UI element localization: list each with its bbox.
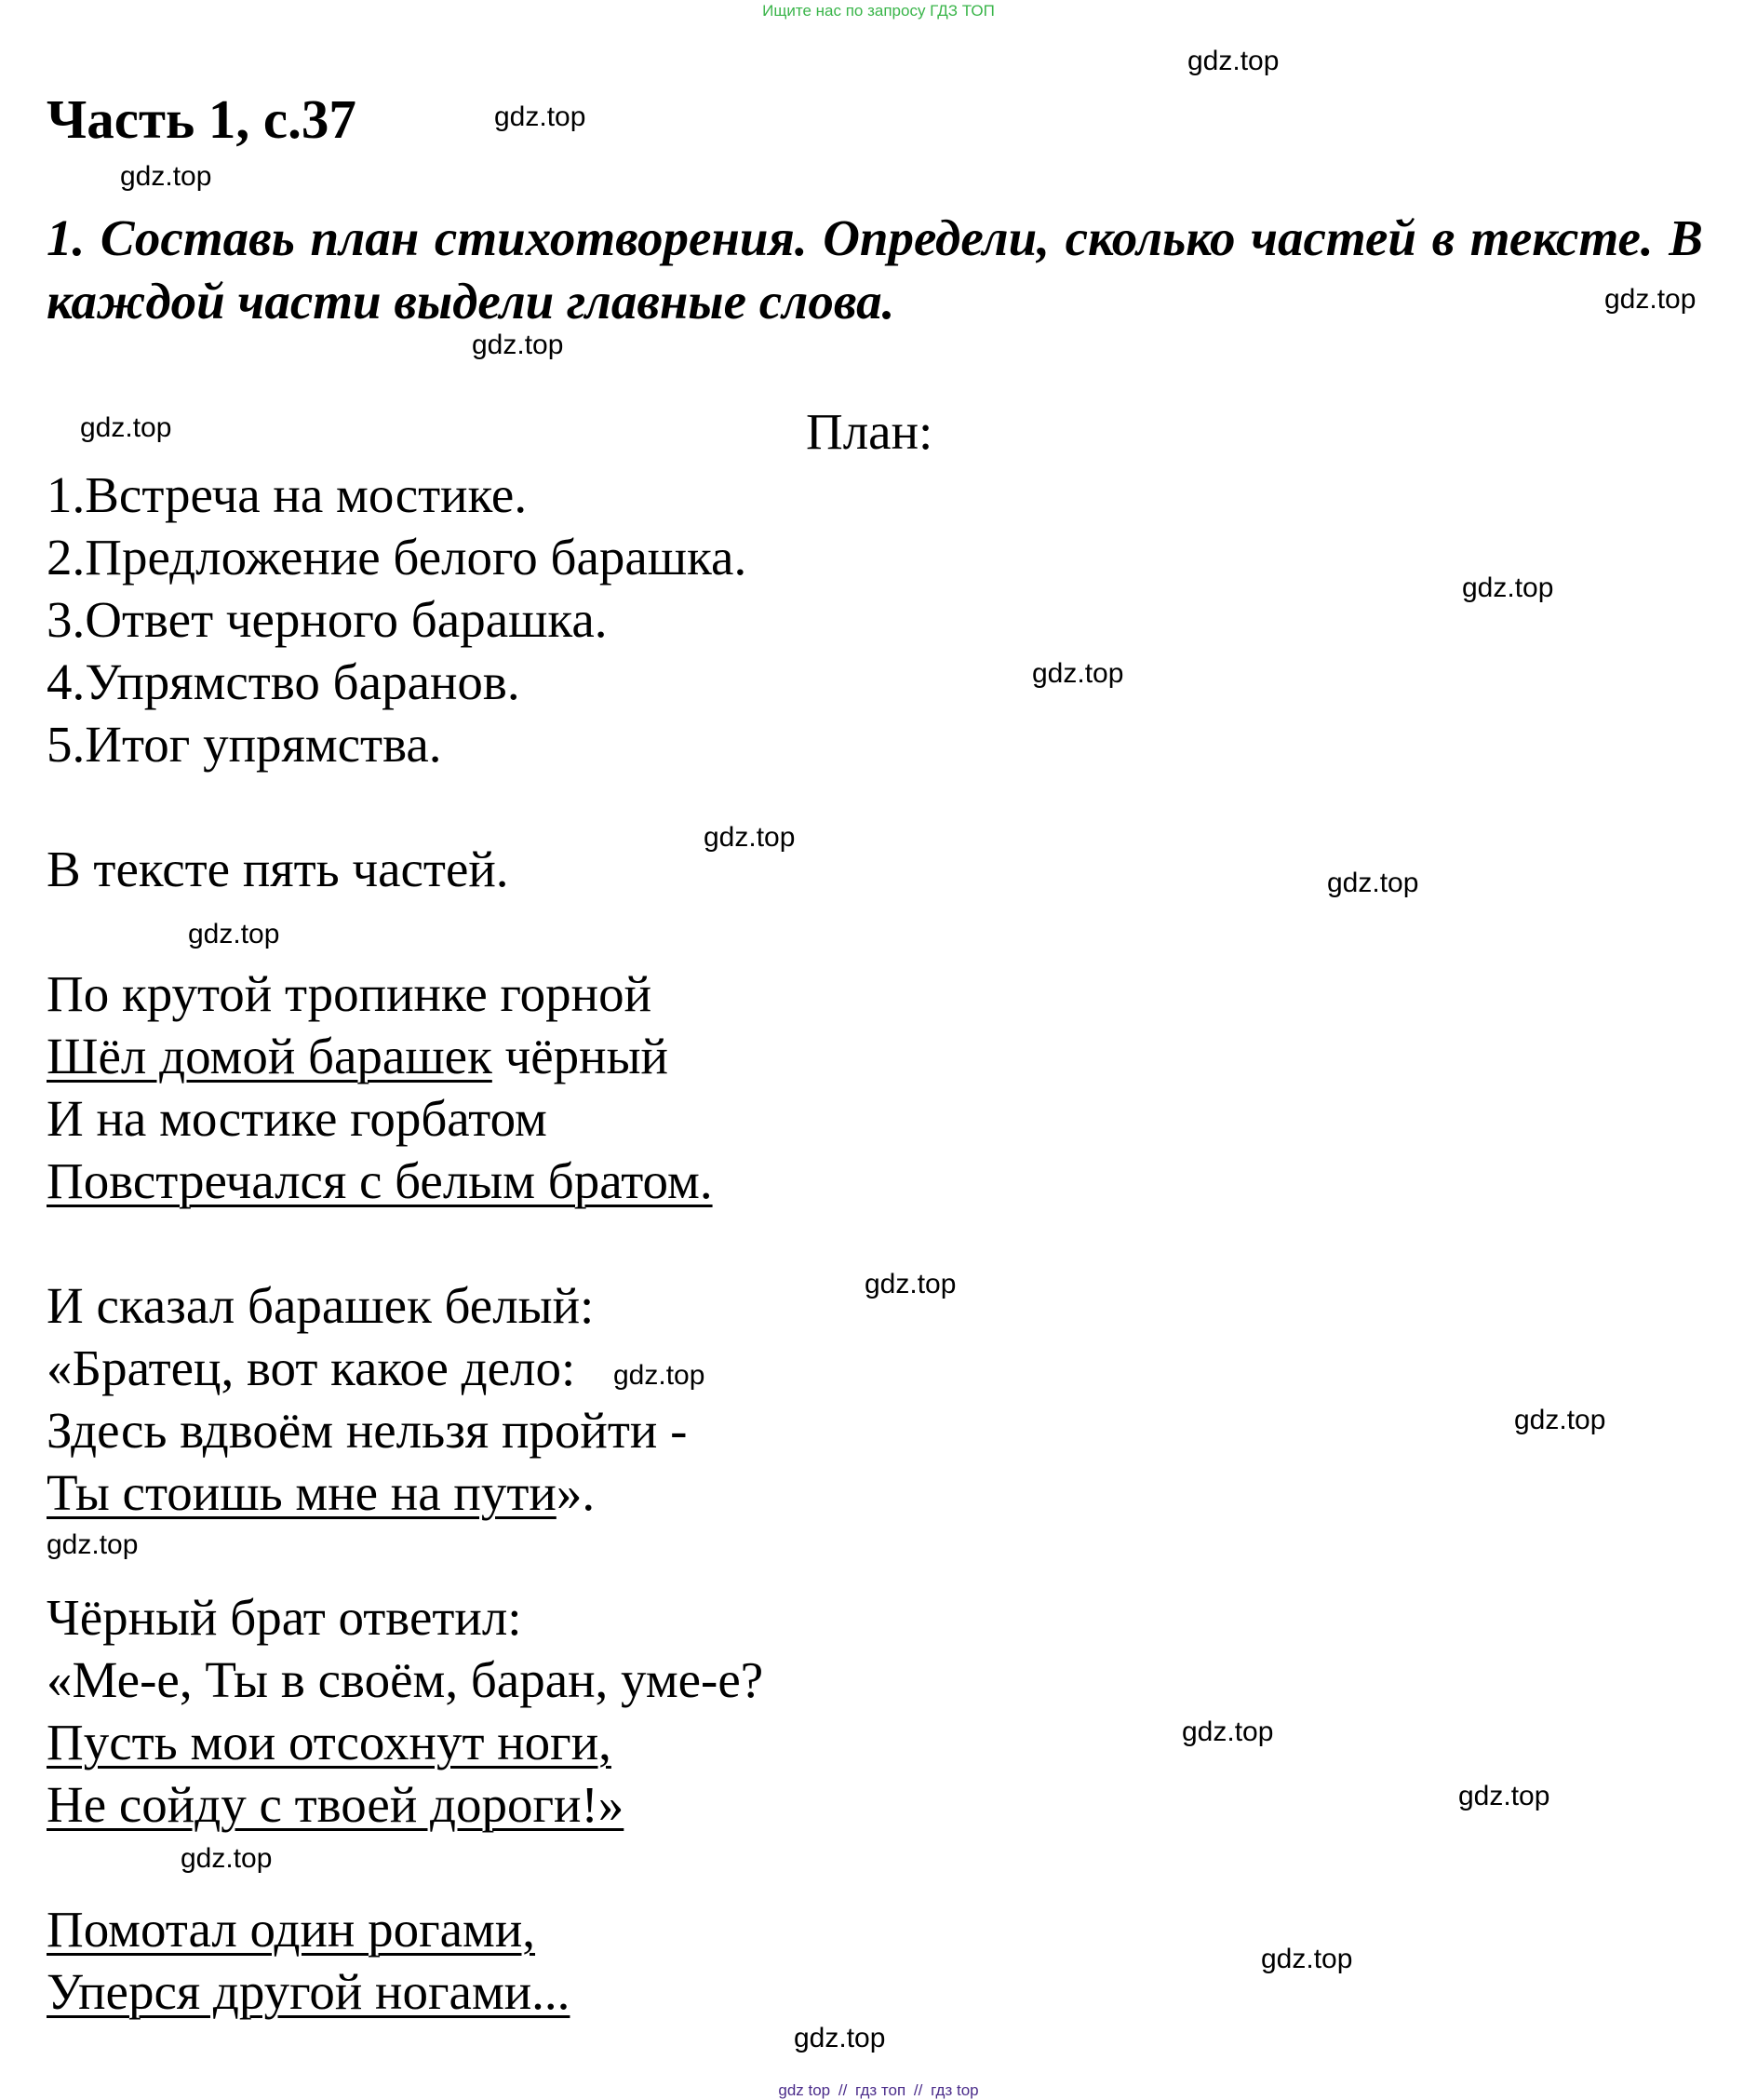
key-words: Ты стоишь мне на пути	[47, 1464, 557, 1521]
page-heading: Часть 1, с.37	[47, 88, 356, 150]
watermark: gdz.top	[1327, 868, 1419, 898]
top-banner[interactable]: Ищите нас по запросу ГДЗ ТОП	[762, 2, 995, 20]
poem-line: И на мостике горбатом	[47, 1090, 547, 1147]
watermark: gdz.top	[794, 2023, 886, 2053]
key-words: Помотал один рогами,	[47, 1901, 536, 1958]
task-text: 1. Составь план стихотворения. Определи, сколько частей в тексте. В каждой части выдели главные слова.	[47, 209, 1703, 330]
plan-item: 3.Ответ черного барашка.	[47, 591, 608, 648]
bottom-separator: //	[913, 2081, 923, 2099]
watermark: gdz.top	[613, 1360, 705, 1391]
bottom-link[interactable]: gdz top	[778, 2081, 831, 2099]
poem-line	[47, 1775, 624, 1834]
poem-line-rest: ».	[556, 1464, 596, 1521]
poem-line: «Ме-е, Ты в своём, баран, уме-е?	[47, 1651, 764, 1708]
watermark: gdz.top	[47, 1529, 139, 1560]
poem-line	[47, 1151, 713, 1210]
poem-line-rest: чёрный	[491, 1028, 668, 1084]
watermark: gdz.top	[1182, 1716, 1274, 1747]
poem-line: По крутой тропинке горной	[47, 965, 652, 1022]
bottom-link[interactable]: гдз топ	[855, 2081, 906, 2099]
watermark: gdz.top	[1261, 1944, 1353, 1974]
watermark: gdz.top	[494, 101, 586, 132]
plan-item: 2.Предложение белого барашка.	[47, 529, 747, 586]
plan-item: 5.Итог упрямства.	[47, 716, 442, 773]
poem-line: Здесь вдвоём нельзя пройти -	[47, 1402, 688, 1459]
watermark: gdz.top	[704, 822, 796, 853]
watermark: gdz.top	[1032, 658, 1124, 689]
key-words: Повстречался с белым братом.	[47, 1152, 713, 1209]
key-words: Не сойду с твоей дороги!»	[47, 1776, 624, 1833]
bottom-link[interactable]: гдз top	[931, 2081, 979, 2099]
watermark: gdz.top	[181, 1843, 273, 1874]
poem-line	[47, 1900, 535, 1959]
watermark: gdz.top	[1458, 1781, 1550, 1811]
poem-line: И сказал барашек белый:	[47, 1277, 595, 1334]
poem-line	[47, 1027, 668, 1085]
plan-title: План:	[806, 403, 933, 460]
key-words: Пусть мои отсохнут ноги,	[47, 1714, 611, 1770]
watermark: gdz.top	[865, 1269, 957, 1299]
key-words: Шёл домой барашек	[47, 1028, 492, 1084]
watermark: gdz.top	[1604, 284, 1697, 315]
parts-count-text: В тексте пять частей.	[47, 841, 509, 897]
bottom-links	[0, 2081, 1757, 2100]
poem-line	[47, 1463, 595, 1522]
poem-line: «Братец, вот какое дело:	[47, 1339, 576, 1396]
watermark: gdz.top	[1187, 46, 1280, 76]
watermark: gdz.top	[1462, 572, 1554, 603]
plan-item: 4.Упрямство баранов.	[47, 653, 520, 710]
watermark: gdz.top	[188, 919, 280, 949]
watermark: gdz.top	[80, 412, 172, 443]
plan-item: 1.Встреча на мостике.	[47, 466, 528, 523]
watermark: gdz.top	[472, 330, 564, 360]
watermark: gdz.top	[120, 161, 212, 192]
poem-line	[47, 1962, 570, 2021]
watermark: gdz.top	[1514, 1405, 1606, 1435]
poem-line	[47, 1713, 611, 1771]
bottom-separator: //	[838, 2081, 848, 2099]
key-words: Уперся другой ногами...	[47, 1963, 570, 2020]
poem-line: Чёрный брат ответил:	[47, 1589, 522, 1646]
